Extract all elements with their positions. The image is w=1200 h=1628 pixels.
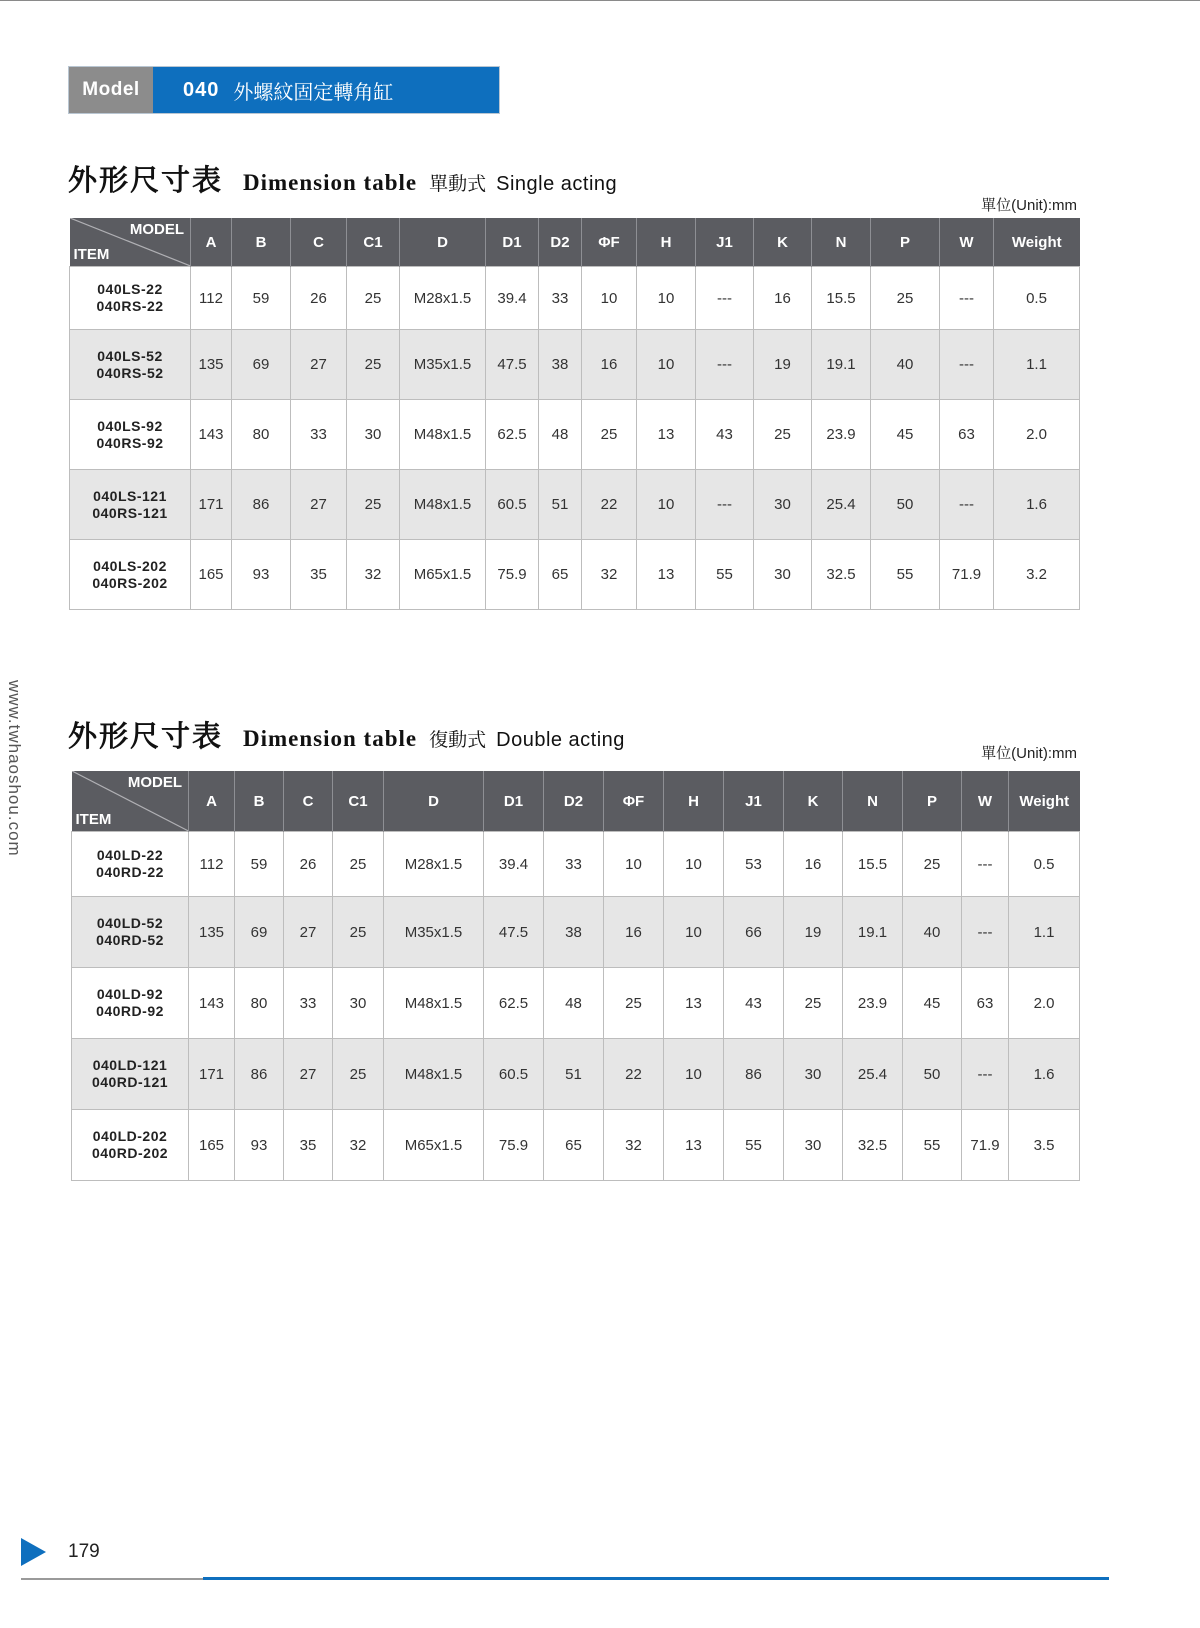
value-cell: 26 <box>284 832 333 897</box>
value-cell: 27 <box>284 1039 333 1110</box>
value-cell: 27 <box>291 330 347 400</box>
value-cell: 10 <box>637 470 696 540</box>
value-cell: 143 <box>189 968 235 1039</box>
value-cell: 165 <box>189 1110 235 1181</box>
item-model-code: 040RS-92 <box>96 434 164 451</box>
value-cell: 55 <box>871 540 940 610</box>
value-cell: 55 <box>903 1110 962 1181</box>
value-cell: 10 <box>664 832 724 897</box>
value-cell: 0.5 <box>1009 832 1080 897</box>
value-cell: 25 <box>754 400 812 470</box>
value-cell: 30 <box>754 470 812 540</box>
value-cell: 48 <box>539 400 582 470</box>
value-cell: 2.0 <box>994 400 1080 470</box>
column-header: C <box>284 771 333 832</box>
value-cell: 32 <box>582 540 637 610</box>
column-header: D1 <box>484 771 544 832</box>
value-cell: 93 <box>235 1110 284 1181</box>
value-cell: 32.5 <box>843 1110 903 1181</box>
value-cell: 1.1 <box>994 330 1080 400</box>
value-cell: 75.9 <box>484 1110 544 1181</box>
value-cell: --- <box>696 330 754 400</box>
value-cell: 3.2 <box>994 540 1080 610</box>
table-body <box>70 267 1080 610</box>
value-cell: 16 <box>582 330 637 400</box>
value-cell: M28x1.5 <box>400 267 486 330</box>
value-cell: 0.5 <box>994 267 1080 330</box>
item-cell <box>70 330 191 400</box>
page-number: 179 <box>68 1541 100 1562</box>
page-arrow-icon <box>21 1538 46 1566</box>
column-header: N <box>812 218 871 267</box>
column-header: N <box>843 771 903 832</box>
value-cell: 30 <box>754 540 812 610</box>
value-cell: 66 <box>724 897 784 968</box>
value-cell: M48x1.5 <box>384 1039 484 1110</box>
column-header: C1 <box>347 218 400 267</box>
value-cell: 33 <box>291 400 347 470</box>
value-cell: 59 <box>232 267 291 330</box>
value-cell: 135 <box>189 897 235 968</box>
column-header: W <box>962 771 1009 832</box>
double-title-cn: 外形尺寸表 <box>68 719 224 753</box>
value-cell: 25 <box>903 832 962 897</box>
value-cell: 16 <box>784 832 843 897</box>
item-cell <box>72 1039 189 1110</box>
value-cell: 32 <box>347 540 400 610</box>
value-cell: 16 <box>754 267 812 330</box>
footer-rule-blue <box>203 1577 1109 1580</box>
value-cell: 47.5 <box>486 330 539 400</box>
value-cell: 80 <box>232 400 291 470</box>
table-row <box>72 832 1080 897</box>
value-cell: 25 <box>333 832 384 897</box>
value-cell: 86 <box>235 1039 284 1110</box>
value-cell: 25 <box>871 267 940 330</box>
item-cell <box>72 832 189 897</box>
item-model-code: 040LS-92 <box>97 417 163 434</box>
value-cell: 33 <box>284 968 333 1039</box>
value-cell: 51 <box>539 470 582 540</box>
value-cell: 25.4 <box>843 1039 903 1110</box>
column-header: D2 <box>544 771 604 832</box>
value-cell: 63 <box>940 400 994 470</box>
item-cell <box>72 968 189 1039</box>
column-header: A <box>191 218 232 267</box>
column-header: Weight <box>994 218 1080 267</box>
value-cell: --- <box>940 267 994 330</box>
value-cell: 15.5 <box>843 832 903 897</box>
value-cell: M48x1.5 <box>400 470 486 540</box>
value-cell: 32 <box>604 1110 664 1181</box>
value-cell: 69 <box>232 330 291 400</box>
value-cell: 50 <box>903 1039 962 1110</box>
column-header: K <box>754 218 812 267</box>
item-model-code: 040LD-92 <box>96 986 164 1002</box>
corner-item-label: ITEM <box>73 246 110 263</box>
side-url-text: www.twhaoshou.com <box>5 680 24 857</box>
value-cell: 13 <box>664 968 724 1039</box>
column-header: K <box>784 771 843 832</box>
single-title-en: Dimension table <box>243 170 418 195</box>
item-model-code: 040LD-22 <box>96 847 164 863</box>
item-model-code: 040LD-121 <box>92 1057 168 1073</box>
value-cell: --- <box>696 470 754 540</box>
table-row <box>72 968 1080 1039</box>
single-section-title <box>68 158 617 199</box>
value-cell: 1.6 <box>1009 1039 1080 1110</box>
value-cell: 10 <box>582 267 637 330</box>
value-cell: 39.4 <box>486 267 539 330</box>
item-model-code: 040LD-202 <box>92 1128 168 1144</box>
value-cell: 1.6 <box>994 470 1080 540</box>
value-cell: 39.4 <box>484 832 544 897</box>
value-cell: 32.5 <box>812 540 871 610</box>
column-header: D <box>400 218 486 267</box>
double-unit-label: 單位(Unit):mm <box>981 745 1077 762</box>
corner-model-label: MODEL <box>129 221 184 238</box>
value-cell: 171 <box>191 470 232 540</box>
item-model-code: 040RS-121 <box>92 504 168 521</box>
value-cell: 25 <box>347 470 400 540</box>
value-cell: 16 <box>604 897 664 968</box>
value-cell: 10 <box>664 897 724 968</box>
value-cell: 35 <box>291 540 347 610</box>
value-cell: --- <box>962 832 1009 897</box>
value-cell: 30 <box>784 1039 843 1110</box>
value-cell: 48 <box>544 968 604 1039</box>
table-row <box>70 267 1080 330</box>
value-cell: 19 <box>784 897 843 968</box>
value-cell: 27 <box>284 897 333 968</box>
value-cell: 55 <box>696 540 754 610</box>
value-cell: M65x1.5 <box>400 540 486 610</box>
double-mode-cn: 復動式 <box>429 730 487 751</box>
value-cell: M48x1.5 <box>400 400 486 470</box>
item-model-code: 040LS-52 <box>97 347 163 364</box>
value-cell: 43 <box>724 968 784 1039</box>
item-cell <box>70 267 191 330</box>
value-cell: 26 <box>291 267 347 330</box>
model-banner <box>69 67 499 113</box>
item-model-code: 040RD-52 <box>96 932 164 948</box>
value-cell: 35 <box>284 1110 333 1181</box>
column-header: D1 <box>486 218 539 267</box>
column-header: J1 <box>696 218 754 267</box>
item-model-code: 040RD-92 <box>96 1003 164 1019</box>
column-header: D2 <box>539 218 582 267</box>
value-cell: 10 <box>637 267 696 330</box>
value-cell: 75.9 <box>486 540 539 610</box>
value-cell: --- <box>962 897 1009 968</box>
value-cell: 38 <box>539 330 582 400</box>
value-cell: 71.9 <box>940 540 994 610</box>
column-header: ΦF <box>604 771 664 832</box>
value-cell: --- <box>696 267 754 330</box>
model-item-corner-header <box>70 218 191 267</box>
double-mode-en: Double acting <box>496 729 625 751</box>
value-cell: 62.5 <box>484 968 544 1039</box>
column-header: C1 <box>333 771 384 832</box>
value-cell: 19.1 <box>843 897 903 968</box>
value-cell: 32 <box>333 1110 384 1181</box>
value-cell: 60.5 <box>486 470 539 540</box>
value-cell: 112 <box>189 832 235 897</box>
value-cell: 19 <box>754 330 812 400</box>
column-header: B <box>232 218 291 267</box>
table-row <box>70 330 1080 400</box>
value-cell: 93 <box>232 540 291 610</box>
column-header: ΦF <box>582 218 637 267</box>
column-header: P <box>903 771 962 832</box>
value-cell: 25 <box>604 968 664 1039</box>
header-row <box>72 771 1080 832</box>
value-cell: 86 <box>724 1039 784 1110</box>
value-cell: M48x1.5 <box>384 968 484 1039</box>
value-cell: 25 <box>784 968 843 1039</box>
double-section-title <box>68 714 625 755</box>
column-header: J1 <box>724 771 784 832</box>
value-cell: 13 <box>664 1110 724 1181</box>
value-cell: 135 <box>191 330 232 400</box>
side-url <box>5 680 34 900</box>
value-cell: 30 <box>784 1110 843 1181</box>
value-cell: 45 <box>903 968 962 1039</box>
item-model-code: 040RD-121 <box>91 1074 169 1090</box>
value-cell: 43 <box>696 400 754 470</box>
table-row <box>70 540 1080 610</box>
column-header: Weight <box>1009 771 1080 832</box>
value-cell: 25 <box>333 897 384 968</box>
value-cell: M35x1.5 <box>400 330 486 400</box>
column-header: A <box>189 771 235 832</box>
value-cell: 19.1 <box>812 330 871 400</box>
item-cell <box>72 897 189 968</box>
value-cell: 86 <box>232 470 291 540</box>
value-cell: 62.5 <box>486 400 539 470</box>
column-header: C <box>291 218 347 267</box>
single-mode-en: Single acting <box>496 173 618 195</box>
value-cell: 51 <box>544 1039 604 1110</box>
value-cell: 13 <box>637 540 696 610</box>
single-title-cn: 外形尺寸表 <box>68 163 224 197</box>
table-row <box>70 400 1080 470</box>
value-cell: M65x1.5 <box>384 1110 484 1181</box>
model-code: 040 <box>183 78 220 101</box>
value-cell: 10 <box>604 832 664 897</box>
item-cell <box>70 470 191 540</box>
table-body <box>72 832 1080 1181</box>
top-rule <box>0 0 1200 1</box>
value-cell: 25 <box>582 400 637 470</box>
item-cell <box>70 400 191 470</box>
value-cell: M28x1.5 <box>384 832 484 897</box>
single-mode-cn: 單動式 <box>429 174 487 195</box>
corner-item-label: ITEM <box>75 811 112 828</box>
column-header: H <box>637 218 696 267</box>
value-cell: 40 <box>903 897 962 968</box>
table-row <box>72 1110 1080 1181</box>
corner-model-label: MODEL <box>127 774 182 791</box>
double-title-en: Dimension table <box>243 726 418 751</box>
value-cell: 15.5 <box>812 267 871 330</box>
column-header: W <box>940 218 994 267</box>
value-cell: 1.1 <box>1009 897 1080 968</box>
single-unit-label: 單位(Unit):mm <box>981 197 1077 214</box>
value-cell: 69 <box>235 897 284 968</box>
value-cell: 171 <box>189 1039 235 1110</box>
value-cell: 47.5 <box>484 897 544 968</box>
item-model-code: 040LS-121 <box>93 487 167 504</box>
item-model-code: 040RD-22 <box>96 864 164 880</box>
value-cell: 30 <box>333 968 384 1039</box>
header-row <box>70 218 1080 267</box>
value-cell: 13 <box>637 400 696 470</box>
value-cell: 22 <box>582 470 637 540</box>
model-title <box>153 67 393 113</box>
value-cell: 10 <box>637 330 696 400</box>
model-item-corner-header <box>72 771 189 832</box>
value-cell: 30 <box>347 400 400 470</box>
value-cell: 38 <box>544 897 604 968</box>
item-model-code: 040LD-52 <box>96 915 164 931</box>
value-cell: 65 <box>544 1110 604 1181</box>
value-cell: 45 <box>871 400 940 470</box>
value-cell: 53 <box>724 832 784 897</box>
item-model-code: 040LS-202 <box>93 557 167 574</box>
column-header: D <box>384 771 484 832</box>
single-acting-table <box>69 218 1080 610</box>
value-cell: 59 <box>235 832 284 897</box>
value-cell: 33 <box>539 267 582 330</box>
footer-rule-grey <box>21 1578 203 1580</box>
value-cell: 25 <box>347 267 400 330</box>
model-label: Model <box>69 67 153 113</box>
item-model-code: 040RS-202 <box>92 574 168 591</box>
table-row <box>70 470 1080 540</box>
value-cell: 25 <box>347 330 400 400</box>
value-cell: M35x1.5 <box>384 897 484 968</box>
value-cell: 27 <box>291 470 347 540</box>
value-cell: 2.0 <box>1009 968 1080 1039</box>
double-acting-table <box>71 771 1080 1181</box>
value-cell: 25 <box>333 1039 384 1110</box>
value-cell: 112 <box>191 267 232 330</box>
item-model-code: 040LS-22 <box>97 281 163 297</box>
item-cell <box>72 1110 189 1181</box>
value-cell: 23.9 <box>843 968 903 1039</box>
item-model-code: 040RS-52 <box>96 364 164 381</box>
item-cell <box>70 540 191 610</box>
value-cell: 23.9 <box>812 400 871 470</box>
value-cell: 25.4 <box>812 470 871 540</box>
value-cell: 22 <box>604 1039 664 1110</box>
value-cell: --- <box>940 470 994 540</box>
value-cell: 40 <box>871 330 940 400</box>
value-cell: 165 <box>191 540 232 610</box>
value-cell: 50 <box>871 470 940 540</box>
value-cell: 80 <box>235 968 284 1039</box>
value-cell: 3.5 <box>1009 1110 1080 1181</box>
value-cell: 33 <box>544 832 604 897</box>
value-cell: 55 <box>724 1110 784 1181</box>
column-header: H <box>664 771 724 832</box>
item-model-code: 040RD-202 <box>91 1145 169 1161</box>
table-row <box>72 1039 1080 1110</box>
value-cell: 71.9 <box>962 1110 1009 1181</box>
value-cell: 65 <box>539 540 582 610</box>
item-model-code: 040RS-22 <box>96 298 164 314</box>
value-cell: 10 <box>664 1039 724 1110</box>
model-name: 外螺紋固定轉角缸 <box>233 81 394 104</box>
value-cell: 63 <box>962 968 1009 1039</box>
value-cell: --- <box>940 330 994 400</box>
table-row <box>72 897 1080 968</box>
column-header: B <box>235 771 284 832</box>
value-cell: 143 <box>191 400 232 470</box>
value-cell: --- <box>962 1039 1009 1110</box>
value-cell: 60.5 <box>484 1039 544 1110</box>
column-header: P <box>871 218 940 267</box>
